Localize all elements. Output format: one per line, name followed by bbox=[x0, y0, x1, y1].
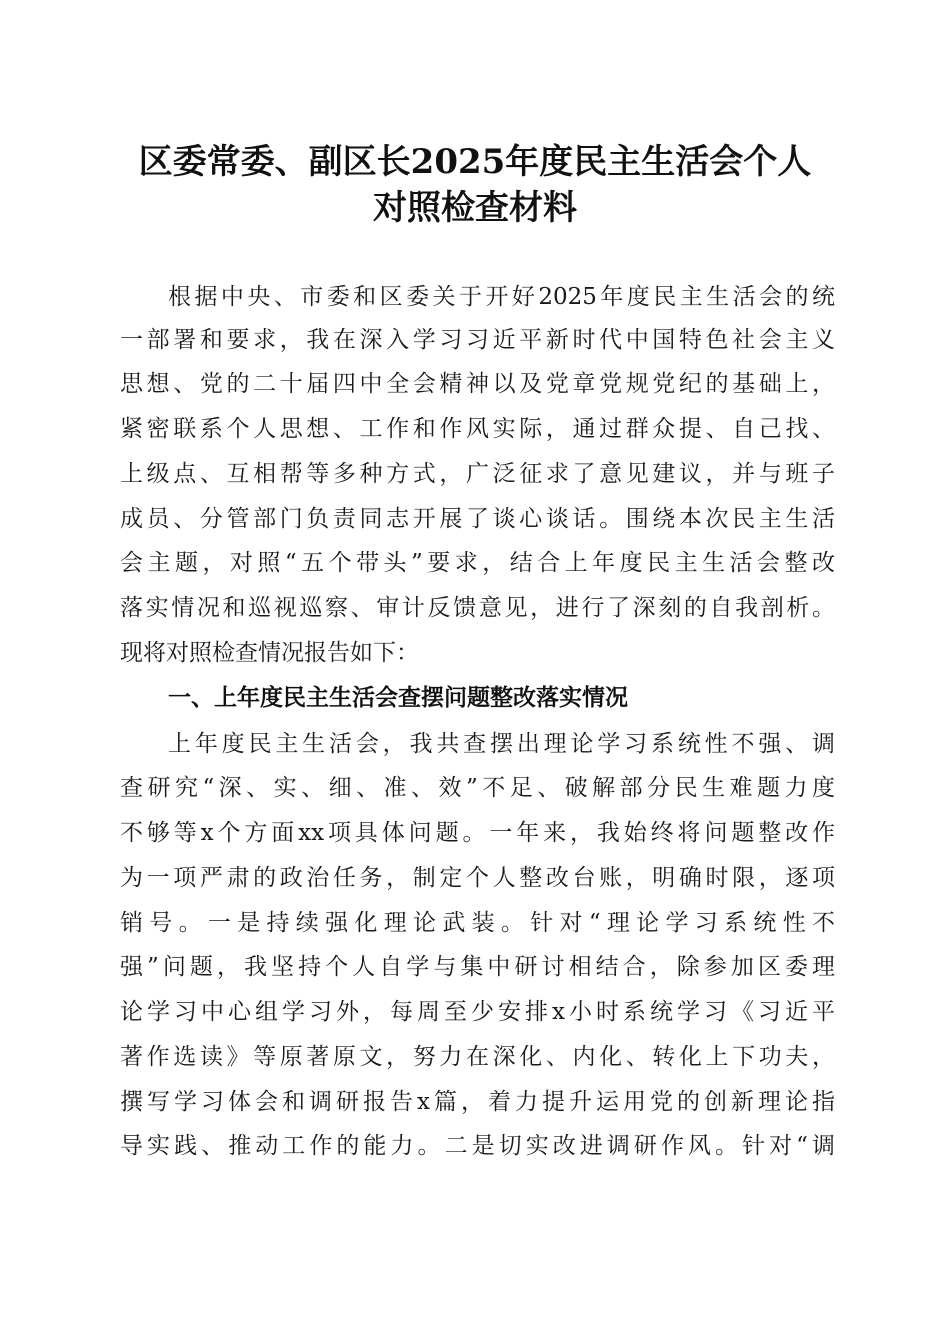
paragraph-2-line: 查研究“深、实、细、准、效”不足、破解部分民生难题力度 bbox=[120, 775, 835, 801]
paragraph-2-line: 著作选读》等原著原文，努力在深化、内化、转化上下功夫， bbox=[120, 1044, 835, 1070]
paragraph-2-line: 撰写学习体会和调研报告x篇，着力提升运用党的创新理论指 bbox=[120, 1089, 835, 1115]
section-1-heading: 一、上年度民主生活会查摆问题整改落实情况 bbox=[168, 685, 628, 711]
paragraph-1-line: 紧密联系个人思想、工作和作风实际，通过群众提、自己找、 bbox=[120, 416, 835, 442]
paragraph-1-line: 成员、分管部门负责同志开展了谈心谈话。围绕本次民主生活 bbox=[120, 506, 835, 532]
paragraph-1-line: 一部署和要求，我在深入学习习近平新时代中国特色社会主义 bbox=[120, 327, 835, 353]
paragraph-2-line: 不够等x个方面xx项具体问题。一年来，我始终将问题整改作 bbox=[120, 820, 835, 846]
paragraph-1-line: 上级点、互相帮等多种方式，广泛征求了意见建议，并与班子 bbox=[120, 461, 835, 487]
document-title-line-2: 对照检查材料 bbox=[373, 188, 577, 228]
paragraph-1-line: 会主题，对照“五个带头”要求，结合上年度民主生活会整改 bbox=[120, 550, 835, 576]
paragraph-2-line: 论学习中心组学习外，每周至少安排x小时系统学习《习近平 bbox=[120, 999, 835, 1025]
document-title-line-1: 区委常委、副区长2025年度民主生活会个人 bbox=[138, 142, 812, 182]
paragraph-2-line: 销号。一是持续强化理论武装。针对“理论学习系统性不 bbox=[120, 910, 835, 936]
paragraph-2-line: 上年度民主生活会，我共查摆出理论学习系统性不强、调 bbox=[168, 731, 835, 757]
paragraph-2-line: 强”问题，我坚持个人自学与集中研讨相结合，除参加区委理 bbox=[120, 954, 835, 980]
paragraph-1-line: 现将对照检查情况报告如下： bbox=[120, 640, 419, 666]
paragraph-1-line: 落实情况和巡视巡察、审计反馈意见，进行了深刻的自我剖析。 bbox=[120, 595, 835, 621]
paragraph-1-line: 根据中央、市委和区委关于开好2025年度民主生活会的统 bbox=[168, 284, 835, 310]
paragraph-2-line: 导实践、推动工作的能力。二是切实改进调研作风。针对“调 bbox=[120, 1133, 835, 1159]
paragraph-2-line: 为一项严肃的政治任务，制定个人整改台账，明确时限，逐项 bbox=[120, 865, 835, 891]
paragraph-1-line: 思想、党的二十届四中全会精神以及党章党规党纪的基础上， bbox=[120, 371, 835, 397]
